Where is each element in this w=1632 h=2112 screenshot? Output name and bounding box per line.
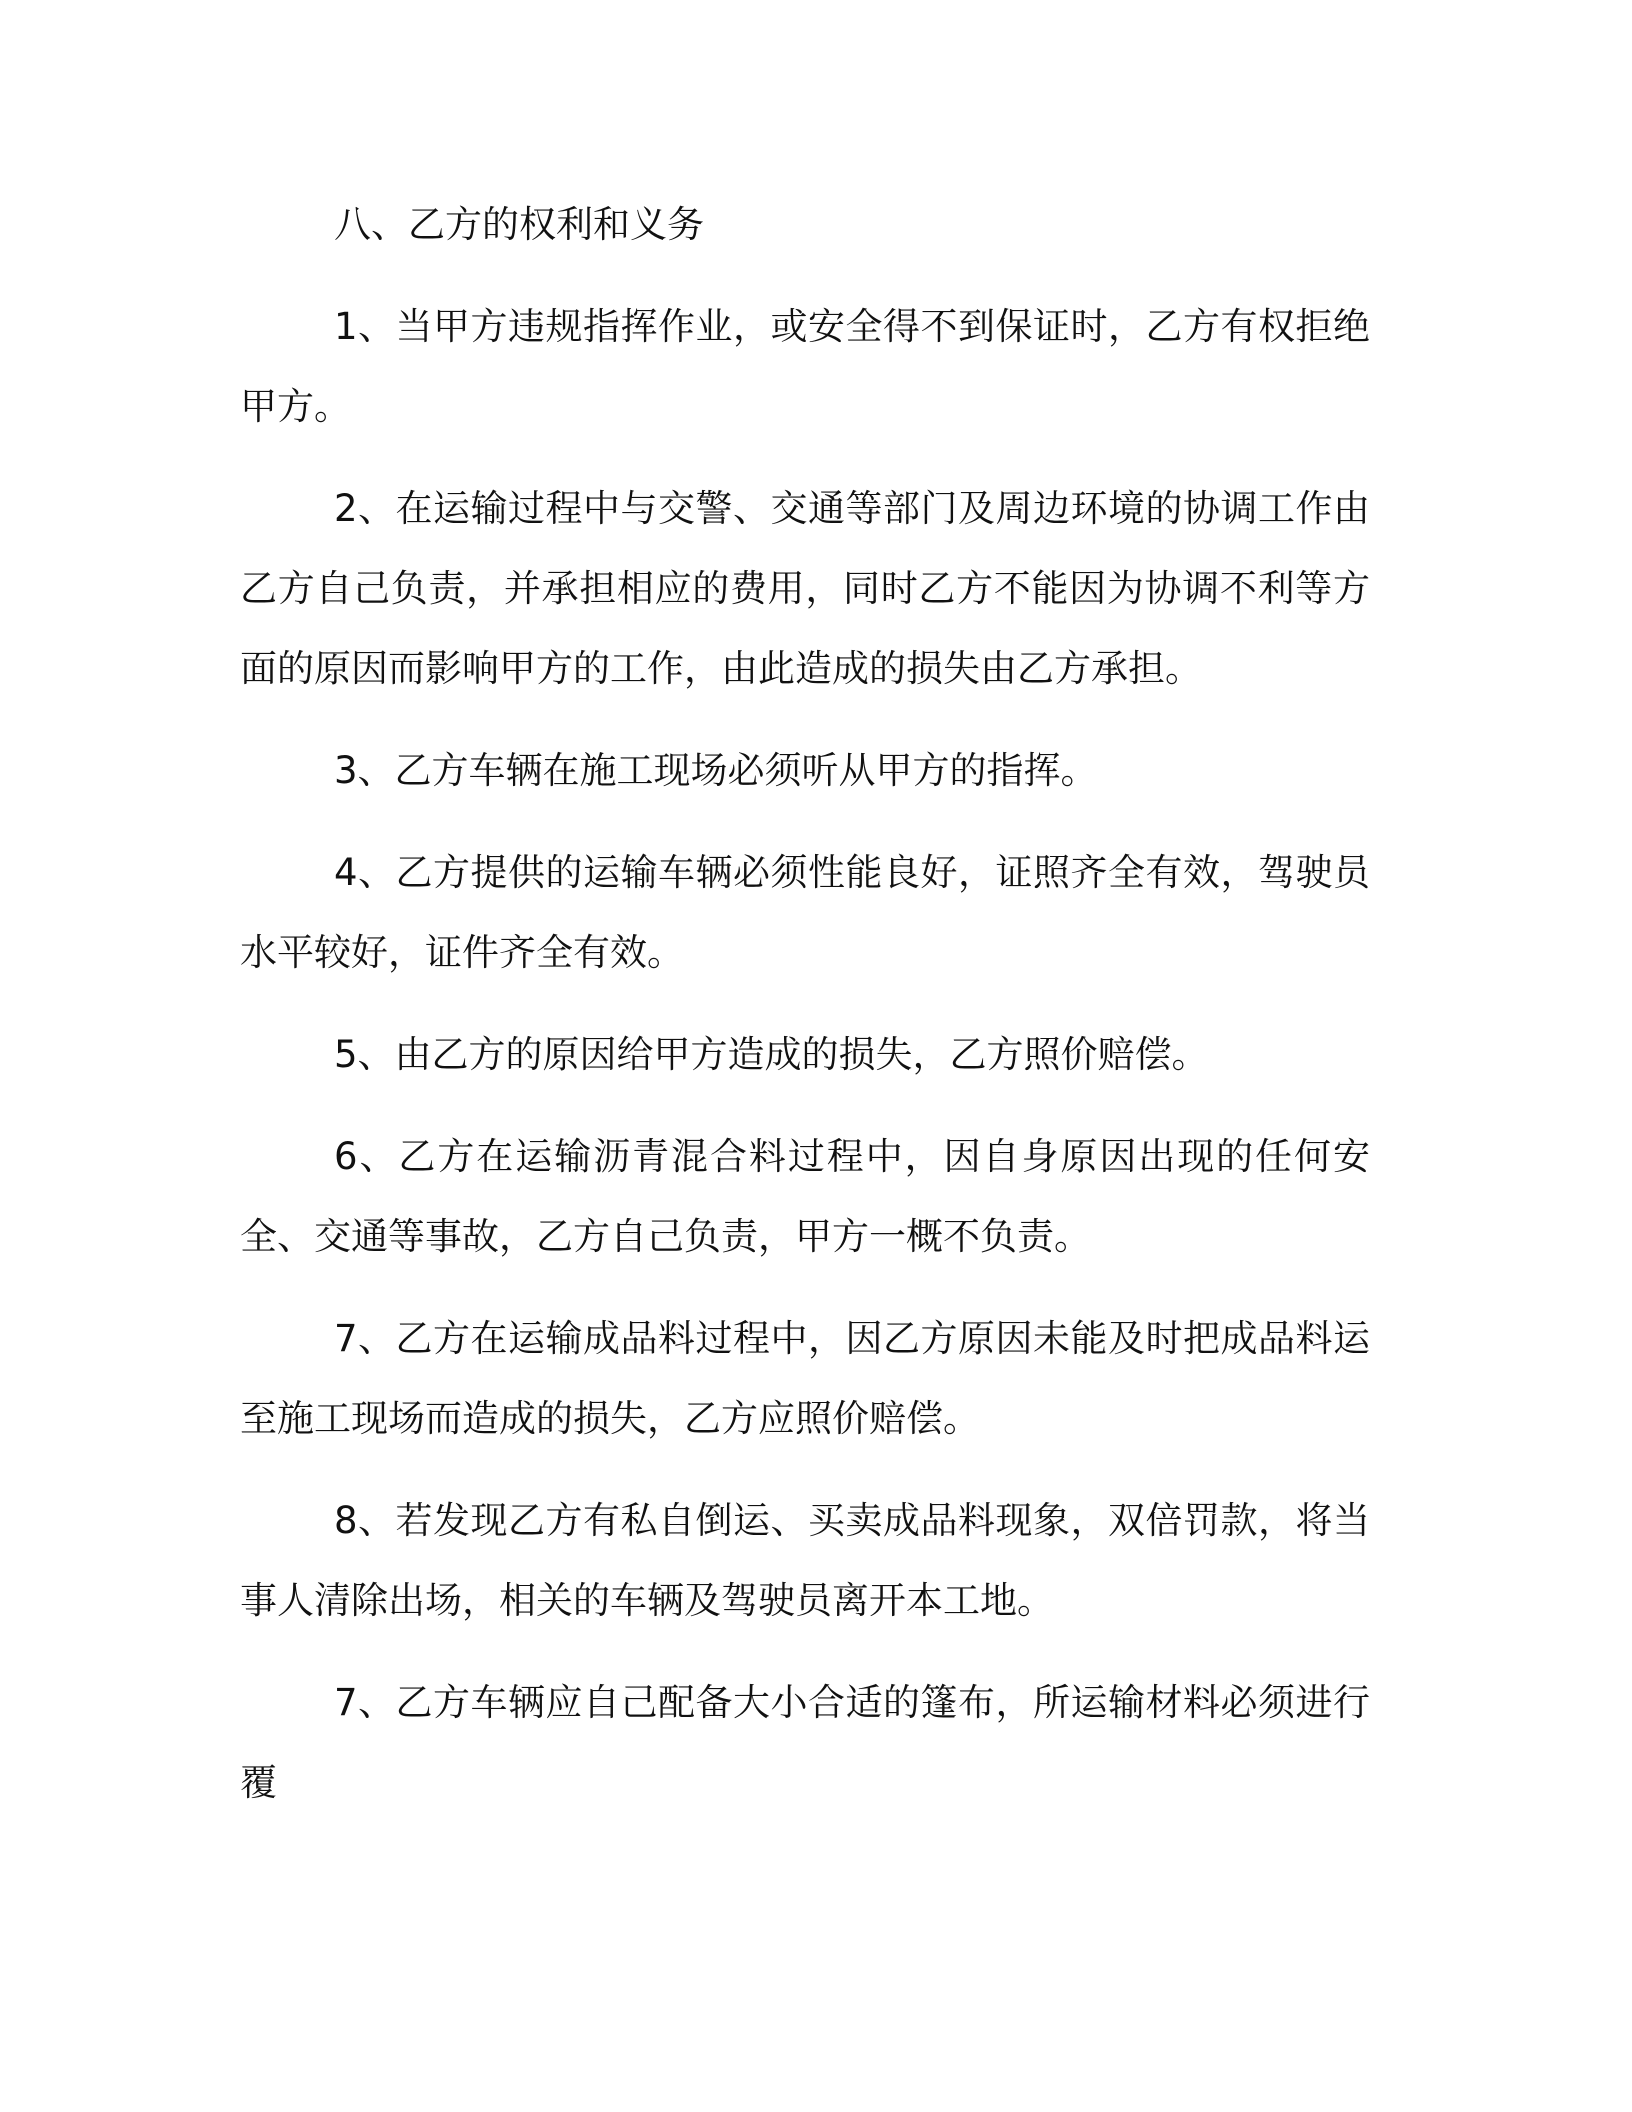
section-heading: 八、乙方的权利和义务 [334,203,704,246]
clause-5: 5、由乙方的原因给甲方造成的损失，乙方照价赔偿。 [334,1033,1209,1076]
clause-4: 4、乙方提供的运输车辆必须性能良好，证照齐全有效，驾驶员水平较好，证件齐全有效。 [240,851,1370,974]
document-body [240,185,1370,1845]
clause-2: 2、在运输过程中与交警、交通等部门及周边环境的协调工作由乙方自己负责，并承担相应的费用，同时乙方不能因为协调不利等方面的原因而影响甲方的工作，由此造成的损失由乙方承担。 [240,487,1370,690]
clause-3: 3、乙方车辆在施工现场必须听从甲方的指挥。 [334,749,1098,792]
clause-8: 8、若发现乙方有私自倒运、买卖成品料现象，双倍罚款，将当事人清除出场，相关的车辆及驾驶员离开本工地。 [240,1499,1370,1622]
clause-7-repeat: 7、乙方车辆应自己配备大小合适的篷布，所运输材料必须进行覆 [240,1681,1370,1804]
clause-7: 7、乙方在运输成品料过程中，因乙方原因未能及时把成品料运至施工现场而造成的损失，乙方应照价赔偿。 [240,1317,1370,1440]
clause-6: 6、乙方在运输沥青混合料过程中，因自身原因出现的任何安全、交通等事故，乙方自己负责，甲方一概不负责。 [240,1135,1370,1258]
clause-1: 1、当甲方违规指挥作业，或安全得不到保证时，乙方有权拒绝甲方。 [240,305,1370,428]
